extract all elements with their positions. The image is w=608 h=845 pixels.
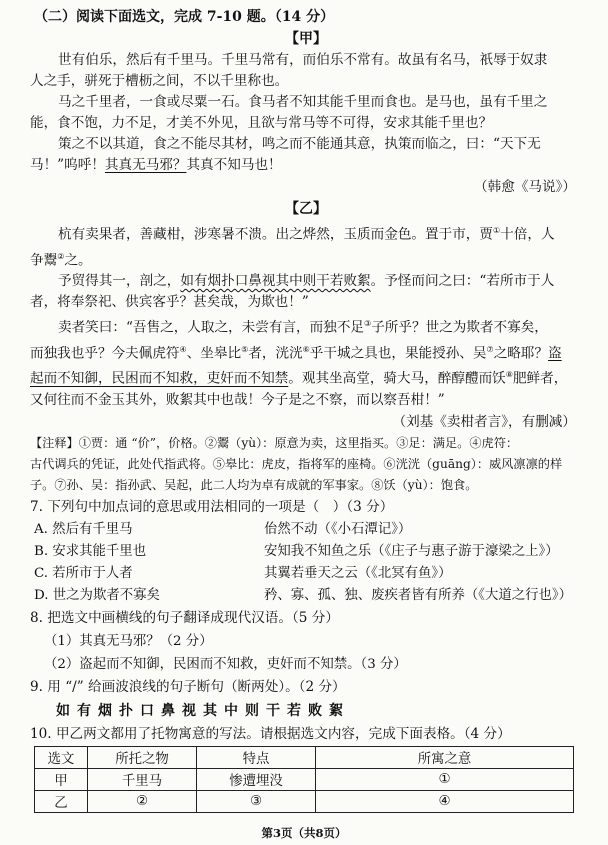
text-span: 而独我也乎？今夫佩虎符 xyxy=(30,345,180,362)
text-span: 乎干城之具也，果能授孙、吴 xyxy=(309,345,487,362)
text-span: 、坐皋比 xyxy=(186,345,242,362)
annotation-line: 子。⑦孙、吴：指孙武、吴起，此二人均为卓有成就的军事家。⑧饫（yù）：饱食。 xyxy=(30,477,478,492)
question-7-stem: 7. 下列句中加点词的意思或用法相同的一项是（ ）（3 分） xyxy=(30,498,394,515)
passage-a-line: 世有伯乐，然后有千里马。千里马常有，而伯乐不常有。故虽有名马，祇辱于奴隶 xyxy=(58,52,548,68)
passage-b-line xyxy=(30,246,582,272)
question-8-sub-2: （2）盗起而不知御，民困而不知救，吏奸而不知禁。（3 分） xyxy=(44,656,407,672)
question-7-option xyxy=(30,519,582,541)
passage-a-line: 人之手，骈死于槽枥之间，不以千里称也。 xyxy=(30,73,289,89)
note-marker: ⑤ xyxy=(241,344,249,354)
option-left: C. 若所市于人者 xyxy=(34,565,133,581)
passage-a-line: 马之千里者，一食或尽粟一石。食马者不知其能千里而食也。是马也，虽有千里之 xyxy=(58,94,548,110)
passage-b-line xyxy=(30,271,582,292)
passage-a-source: （韩愈《马说》） xyxy=(474,179,576,195)
passage-b-line: 又何往而不金玉其外，败絮其中也哉！今子是之不察，而以察吾柑！” xyxy=(30,391,445,408)
table-header-cell: 所寓之意 xyxy=(316,746,574,768)
note-marker: ② xyxy=(57,251,65,261)
answer-blank-cell[interactable]: ④ xyxy=(316,790,574,812)
question-7-option xyxy=(30,563,582,585)
text-span: 争鬻 xyxy=(30,252,58,269)
text-span: 。观其坐高堂，骑大马，醉醇醴而饫 xyxy=(288,370,506,387)
table-header-cell: 所托之物 xyxy=(88,746,197,768)
text-span: 十倍，人 xyxy=(500,226,555,243)
passage-b-line xyxy=(30,339,582,365)
text-span: 。予怪而问之曰：“若所市于人 xyxy=(370,273,555,290)
underlined-sentence: 起而不知御，民困而不知救，吏奸而不知禁 xyxy=(30,370,289,387)
option-right: 佁然不动（《小石潭记》） xyxy=(264,521,412,537)
underlined-sentence: 盗 xyxy=(548,345,562,362)
question-10-table xyxy=(34,746,574,813)
option-right: 其翼若垂天之云（《北冥有鱼》） xyxy=(264,565,452,581)
table-cell: 惨遭埋没 xyxy=(197,768,316,790)
question-8-sub-1: （1）其真无马邪？（2 分） xyxy=(44,633,213,649)
table-cell: 千里马 xyxy=(88,768,197,790)
passage-a-line: 能，食不饱，力不足，才美不外见，且欲与常马等不可得，安求其能千里也？ xyxy=(30,115,493,131)
text-span: 子所乎？世之为欺者不寡矣， xyxy=(371,319,548,336)
option-right: 矜、寡、孤、独、废疾者皆有所养（《大道之行也》） xyxy=(264,587,572,603)
passage-a-line xyxy=(30,155,582,176)
table-row xyxy=(35,768,574,790)
passage-b-source: （刘基《卖柑者言》，有删减） xyxy=(392,413,576,430)
question-9-stem: 9. 用 “/” 给画波浪线的句子断句（断两处）。（2 分） xyxy=(30,678,346,695)
option-left: B. 安求其能千里也 xyxy=(34,543,147,559)
note-marker: ⑧ xyxy=(505,370,513,380)
text-span: 予贸得其一，剖之， xyxy=(58,273,181,290)
passage-b-line xyxy=(30,220,582,246)
table-header-cell: 选文 xyxy=(35,746,88,768)
table-row xyxy=(35,790,574,812)
text-span: 之。 xyxy=(64,252,92,269)
answer-blank-cell[interactable]: ③ xyxy=(197,790,316,812)
annotation-line: 【注释】①贾：通 “价”，价格。②鬻（yù）：原意为卖，这里指买。③足：满足。④虎符： xyxy=(30,435,519,450)
question-7-option xyxy=(30,541,582,563)
text-span: 其真不知马也！ xyxy=(186,157,282,173)
note-marker: ④ xyxy=(179,344,187,354)
table-header-row xyxy=(35,746,574,768)
question-7-option xyxy=(30,585,582,607)
note-marker: ① xyxy=(493,226,501,235)
answer-blank-cell[interactable]: ② xyxy=(88,790,197,812)
section-heading: （二）阅读下面选文，完成 7-10 题。（14 分） xyxy=(34,9,335,25)
note-marker: ⑦ xyxy=(486,344,494,354)
text-span: 者，洸洸 xyxy=(248,345,303,362)
passage-b-line xyxy=(30,313,582,339)
wavy-underlined-sentence: 如有烟扑口鼻视其中则干若败絮 xyxy=(180,273,371,290)
note-marker: ③ xyxy=(364,319,372,329)
question-9-sentence: 如有烟扑口鼻视其中则干若败絮 xyxy=(56,702,350,719)
option-right: 安知我不知鱼之乐（《庄子与惠子游于濠梁之上》） xyxy=(264,543,559,559)
question-8-stem: 8. 把选文中画横线的句子翻译成现代汉语。（5 分） xyxy=(30,609,339,626)
passage-a-line: 策之不以其道，食之不能尽其材，鸣之而不能通其意，执策而临之，曰：“天下无 xyxy=(58,136,541,152)
text-span: 之略耶？ xyxy=(493,345,549,362)
passage-b-line xyxy=(30,364,582,390)
table-cell: 甲 xyxy=(35,768,88,790)
text-span: 肥鲜者， xyxy=(512,370,568,387)
table-cell: 乙 xyxy=(35,790,88,812)
option-left: A. 然后有千里马 xyxy=(34,521,133,537)
passage-b-line: 者，将奉祭祀、供宾客乎？甚矣哉，为欺也！” xyxy=(30,294,309,311)
text-span: 马！”呜呼！ xyxy=(30,157,105,173)
answer-blank-cell[interactable]: ① xyxy=(316,768,574,790)
note-marker: ⑥ xyxy=(302,344,310,354)
passage-b-marker: 【乙】 xyxy=(285,201,327,217)
underlined-sentence: 其真无马邪？ xyxy=(104,157,187,173)
option-left: D. 世之为欺者不寡矣 xyxy=(34,587,160,603)
text-span: 杭有卖果者，善藏柑，涉寒暑不溃。出之烨然，玉质而金色。置于市，贾 xyxy=(58,226,493,243)
passage-a-marker: 【甲】 xyxy=(285,31,327,47)
question-10-stem: 10. 甲乙两文都用了托物寓意的写法。请根据选文内容，完成下面表格。（4 分） xyxy=(30,725,511,742)
annotation-line: 古代调兵的凭证，此处代指武将。⑤皋比：虎皮，指将军的座椅。⑥洸洸（guāng）：威风凛凛的样 xyxy=(30,456,563,471)
page-footer: 第3页（共8页） xyxy=(261,826,347,840)
table-header-cell: 特点 xyxy=(197,746,316,768)
text-span: 卖者笑曰：“吾售之，人取之，未尝有言，而独不足 xyxy=(58,319,365,336)
